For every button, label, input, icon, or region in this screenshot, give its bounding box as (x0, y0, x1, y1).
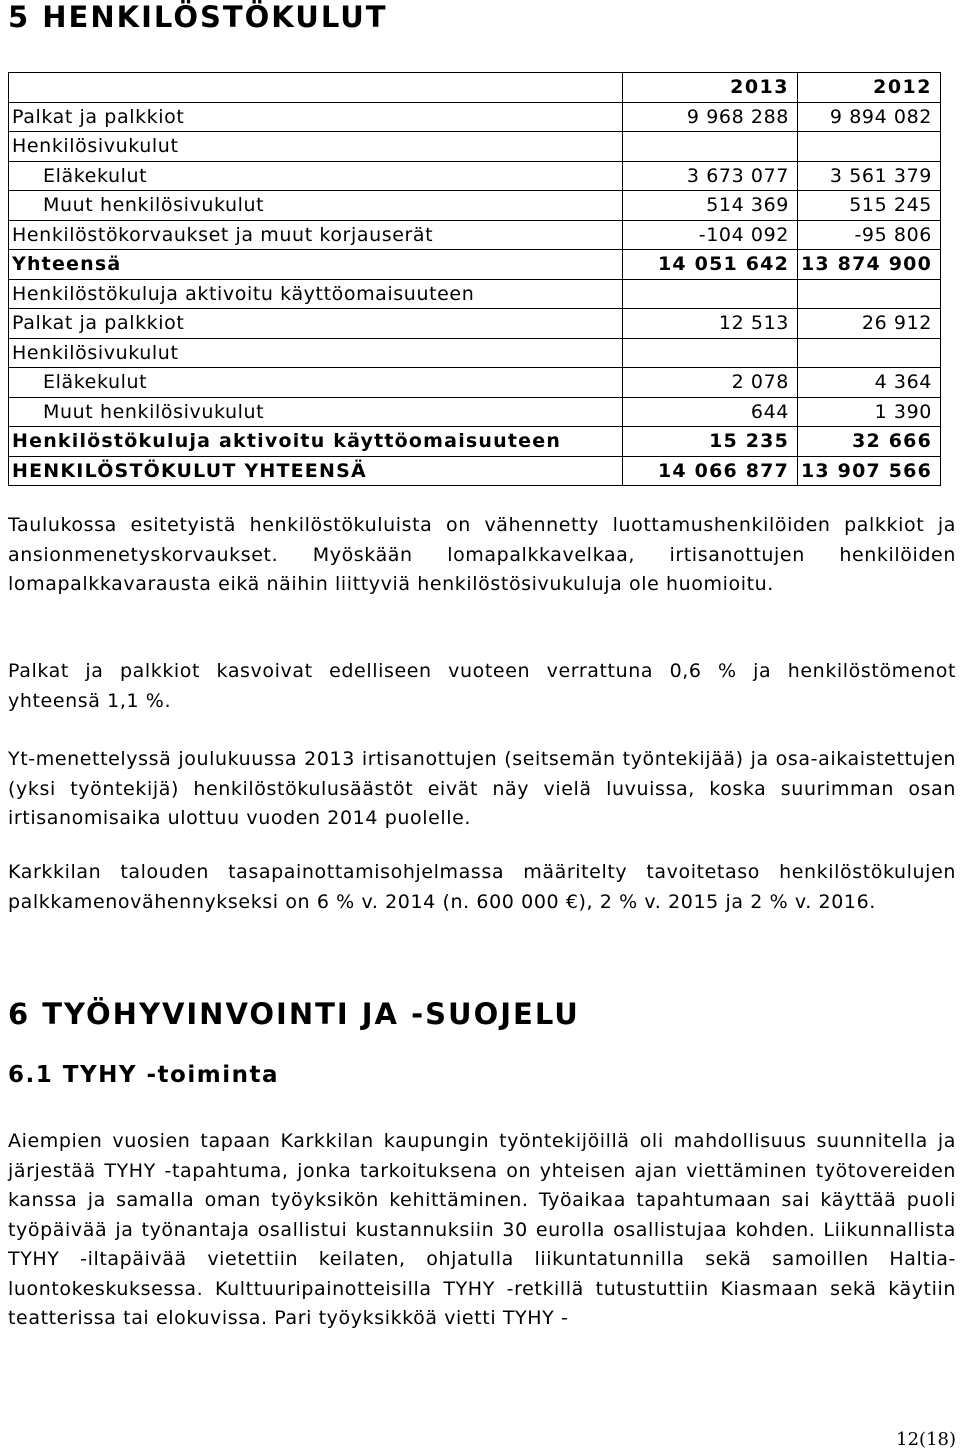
value-2012: 4 364 (798, 368, 941, 398)
value-2012: 26 912 (798, 309, 941, 339)
value-2012: 3 561 379 (798, 161, 941, 191)
value-2012: 9 894 082 (798, 102, 941, 132)
row-label: HENKILÖSTÖKULUT YHTEENSÄ (9, 456, 623, 486)
value-2013: 15 235 (622, 427, 797, 457)
table-header-year-2012: 2012 (798, 73, 941, 103)
table-row (9, 368, 941, 398)
row-label: Palkat ja palkkiot (9, 102, 623, 132)
value-2012: 13 907 566 (798, 456, 941, 486)
value-2013: 3 673 077 (622, 161, 797, 191)
value-2012: -95 806 (798, 220, 941, 250)
row-label: Muut henkilösivukulut (9, 191, 623, 221)
table-row-subtotal (9, 427, 941, 457)
table-row (9, 102, 941, 132)
value-2012: 32 666 (798, 427, 941, 457)
value-2013: 14 066 877 (622, 456, 797, 486)
table-header-empty (9, 73, 623, 103)
personnel-costs-table (8, 72, 941, 486)
value-2013: 514 369 (622, 191, 797, 221)
table-row (9, 220, 941, 250)
value-2012: 515 245 (798, 191, 941, 221)
table-row (9, 191, 941, 221)
table-row-grand-total (9, 456, 941, 486)
table-header-year-2013: 2013 (622, 73, 797, 103)
row-label: Henkilösivukulut (9, 338, 623, 368)
table-row (9, 338, 941, 368)
paragraph-balancing-program: Karkkilan talouden tasapainottamisohjelmassa määritelty tavoitetaso henkilöstökulujen palkkamenovähennykseksi on 6 % v. 2014 (n. 600 000 €), 2 % v. 2015 ja 2 % v. 2016. (8, 861, 956, 913)
row-label: Palkat ja palkkiot (9, 309, 623, 339)
page-number: 12(18) (896, 1429, 956, 1450)
row-label: Yhteensä (9, 250, 623, 280)
row-label: Henkilöstökuluja aktivoitu käyttöomaisuuteen (9, 279, 623, 309)
row-label: Henkilösivukulut (9, 132, 623, 162)
paragraph-yt-procedure: Yt-menettelyssä joulukuussa 2013 irtisanottujen (seitsemän työntekijää) ja osa-aikaistettujen (yksi työntekijä) henkilöstökulusäästöt eivät näy vielä luvuissa, koska suurimman osan irtisanomisaika ulottuu vuoden 2014 puolelle. (8, 748, 956, 829)
value-2013: -104 092 (622, 220, 797, 250)
table-row-subtotal (9, 250, 941, 280)
value-2012 (798, 279, 941, 309)
value-2012: 1 390 (798, 397, 941, 427)
value-2013: 14 051 642 (622, 250, 797, 280)
row-label: Eläkekulut (9, 161, 623, 191)
table-header-row (9, 73, 941, 103)
value-2013: 2 078 (622, 368, 797, 398)
table-row (9, 397, 941, 427)
row-label: Eläkekulut (9, 368, 623, 398)
row-label: Muut henkilösivukulut (9, 397, 623, 427)
section-heading-henkilostokulut: 5 HENKILÖSTÖKULUT (8, 0, 388, 34)
table-row (9, 161, 941, 191)
section-heading-tyohyvinvointi: 6 TYÖHYVINVOINTI JA -SUOJELU (8, 997, 580, 1031)
subsection-heading-tyhy: 6.1 TYHY -toiminta (8, 1062, 279, 1088)
row-label: Henkilöstökuluja aktivoitu käyttöomaisuuteen (9, 427, 623, 457)
paragraph-table-note: Taulukossa esitetyistä henkilöstökuluista on vähennetty luottamushenkilöiden palkkiot ja ansionmenetyskorvaukset. Myöskään lomapalkkavelkaa, irtisanottujen henkilöiden lomapalkkavarausta eikä näihin liittyviä henkilöstösivukuluja ole huomioitu. (8, 514, 956, 595)
value-2012 (798, 338, 941, 368)
value-2013: 9 968 288 (622, 102, 797, 132)
paragraph-tyhy-activities: Aiempien vuosien tapaan Karkkilan kaupungin työntekijöillä oli mahdollisuus suunnitella ja järjestää TYHY -tapahtuma, jonka tarkoituksena on yhteisen ajan viettäminen työtovereiden kanssa ja samalla oman työyksikön kehittäminen. Työaikaa tapahtumaan sai käyttää puoli työpäivää ja työnantaja osallistui kustannuksiin 30 eurolla osallistujaa kohden. Liikunnallista TYHY -iltapäivää vietettiin keilaten, ohjatulla liikuntatunnilla sekä samoillen Haltia-luontokeskuksessa. Kulttuuripainotteisilla TYHY -retkillä tutustuttiin Kiasmaan sekä käytiin teatterissa tai elokuvissa. Pari työyksikköä vietti TYHY - (8, 1130, 956, 1329)
table-row (9, 279, 941, 309)
value-2013 (622, 338, 797, 368)
table-row (9, 132, 941, 162)
paragraph-salary-growth: Palkat ja palkkiot kasvoivat edelliseen vuoteen verrattuna 0,6 % ja henkilöstömenot yhteensä 1,1 %. (8, 660, 956, 712)
value-2012: 13 874 900 (798, 250, 941, 280)
table-row (9, 309, 941, 339)
value-2013 (622, 279, 797, 309)
row-label: Henkilöstökorvaukset ja muut korjauserät (9, 220, 623, 250)
value-2013 (622, 132, 797, 162)
value-2012 (798, 132, 941, 162)
value-2013: 12 513 (622, 309, 797, 339)
value-2013: 644 (622, 397, 797, 427)
